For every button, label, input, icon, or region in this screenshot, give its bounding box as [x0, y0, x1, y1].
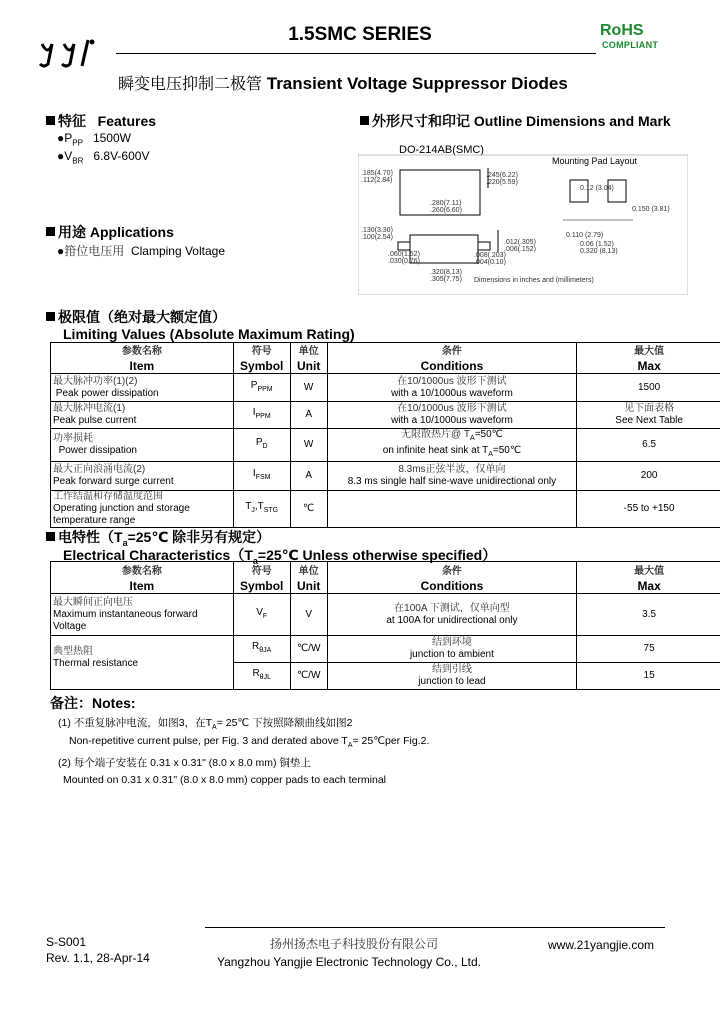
- package-label: DO-214AB(SMC): [399, 144, 484, 156]
- outline-heading: 外形尺寸和印记 Outline Dimensions and Mark: [360, 111, 671, 131]
- website-link[interactable]: www.21yangjie.com: [548, 938, 655, 952]
- square-bullet-icon: [360, 116, 369, 125]
- notes-heading: 备注：Notes:: [50, 695, 136, 711]
- title-en: Transient Voltage Suppressor Diodes: [266, 74, 568, 93]
- note-1-en: Non-repetitive current pulse, per Fig. 3 and derated above $T_A=$ 25℃per Fig.2.: [69, 735, 430, 750]
- applications-heading: 用途 Applications: [46, 222, 174, 242]
- pad-layout-label: Mounting Pad Layout: [552, 156, 638, 166]
- company-en: Yangzhou Yangjie Electronic Technology Co., Ltd.: [217, 955, 481, 969]
- page-title: [118, 71, 568, 94]
- limits-table: [50, 342, 720, 528]
- table-row: 最大正向浪涌电流(2) Peak forward surge current $I_{FSM}$ A 8.3ms正弦半波，仅单向 8.3 ms single half sine-wave unidirectional only 200: [51, 462, 720, 491]
- table-row: 工作结温和存储温度范围 Operating junction and storage temperature range $T_J,T_{STG}$ ℃ -55 to +150: [51, 491, 720, 528]
- table-row: 最大脉冲功率(1)(2) Peak power dissipation $P_{PPM}$ W 在10/1000us 波形下测试 with a 10/1000us waveform 1500: [51, 374, 720, 402]
- features-heading: 特征 Features: [46, 111, 156, 131]
- square-bullet-icon: [46, 227, 55, 236]
- package-outline-svg: [358, 140, 688, 295]
- limits-header-row: 参数名称 Item 符号 Symbol 单位 Unit 条件 Conditions 最大值 Max: [51, 343, 720, 374]
- note-2-zh: (2) 每个端子安装在 0.31 x 0.31" (8.0 x 8.0 mm) 铜垫上: [58, 757, 311, 769]
- electrical-heading-en: Electrical $Characteristics(T_a=25℃$ Unless otherwise specified）: [63, 547, 497, 566]
- note-2-en: Mounted on 0.31 x 0.31" (8.0 x 8.0 mm) copper pads to each terminal: [63, 774, 386, 786]
- limits-heading-zh: 极限值（绝对最大额定值）: [46, 307, 226, 327]
- outline-drawing: DO-214AB(SMC) Mounting Pad Layout .185(4.70) .112(2.84) .245(6.22) .220(5.59) .280(7.11) .260(6.60) .130(3.30) .100(2.54) .012(.305) .006(.152) .060(1.52) .030(0.76) .008(.203) .004(0.10) .320(8.13) .305(7.75) 0.12 (3.04) 0.150 (3.81) 0.110 (2.79) 0.06 (1.52) 0.320 (8.13) Dimensions in inches and (millimeters): [358, 140, 688, 295]
- square-bullet-icon: [46, 116, 55, 125]
- company-zh: 扬州扬杰电子科技股份有限公司: [270, 937, 439, 951]
- table-row: 最大脉冲电流(1) Peak pulse current $I_{PPM}$ A 在10/1000us 波形下测试 with a 10/1000us waveform 见下面表格 See Next Table: [51, 402, 720, 429]
- header-rule: [116, 53, 596, 54]
- table-row: 典型热阻 Thermal resistance $R_{\theta JA}$ ℃/W 结到环境 junction to ambient 75: [51, 636, 720, 663]
- table-row: $R_{\theta JL}$ ℃/W 结到引线 junction to lead 15: [51, 663, 720, 690]
- revision: Rev. 1.1, 28-Apr-14: [46, 951, 150, 965]
- footer-rule: [205, 927, 665, 928]
- square-bullet-icon: [46, 312, 55, 321]
- feature-vbr: $●V_{BR}$ 6.8V-600V: [57, 149, 150, 166]
- doc-code: S-S001: [46, 935, 87, 949]
- rohs-compliant: COMPLIANT: [602, 40, 659, 50]
- feature-ppp: $●P_{PP}$ 1500W: [57, 131, 131, 148]
- series-title: 1.5SMC SERIES: [288, 24, 432, 45]
- application-item: ●箝位电压用 Clamping Voltage: [57, 244, 225, 258]
- electrical-header-row: 参数名称 Item 符号 Symbol 单位 Unit 条件 Conditions 最大值 Max: [51, 562, 720, 594]
- electrical-table: [50, 561, 720, 690]
- limits-heading-en: Limiting Values (Absolute Maximum Rating): [63, 326, 355, 342]
- note-1-zh: (1) 不重复脉冲电流，如图3，在$T_A=$ 25℃ 下按照降额曲线如图2: [58, 717, 353, 732]
- title-zh: 瞬变电压抑制二极管: [118, 74, 263, 93]
- table-row: 最大瞬间正向电压 Maximum instantaneous forward Voltage $V_F$ V 在100A 下测试，仅单向型 at 100A for unidirectional only 3.5: [51, 594, 720, 636]
- table-row: 功率损耗 Power dissipation $P_D$ W 无限散热片@ $T_A=50℃$ on infinite heat sink at $T_A=50℃$ 6.5: [51, 429, 720, 462]
- square-bullet-icon: [46, 532, 55, 541]
- rohs-badge: RoHS: [600, 22, 644, 39]
- electrical-heading-zh: 电特性（$T_a=25℃$ 除非另有规定）: [46, 527, 270, 548]
